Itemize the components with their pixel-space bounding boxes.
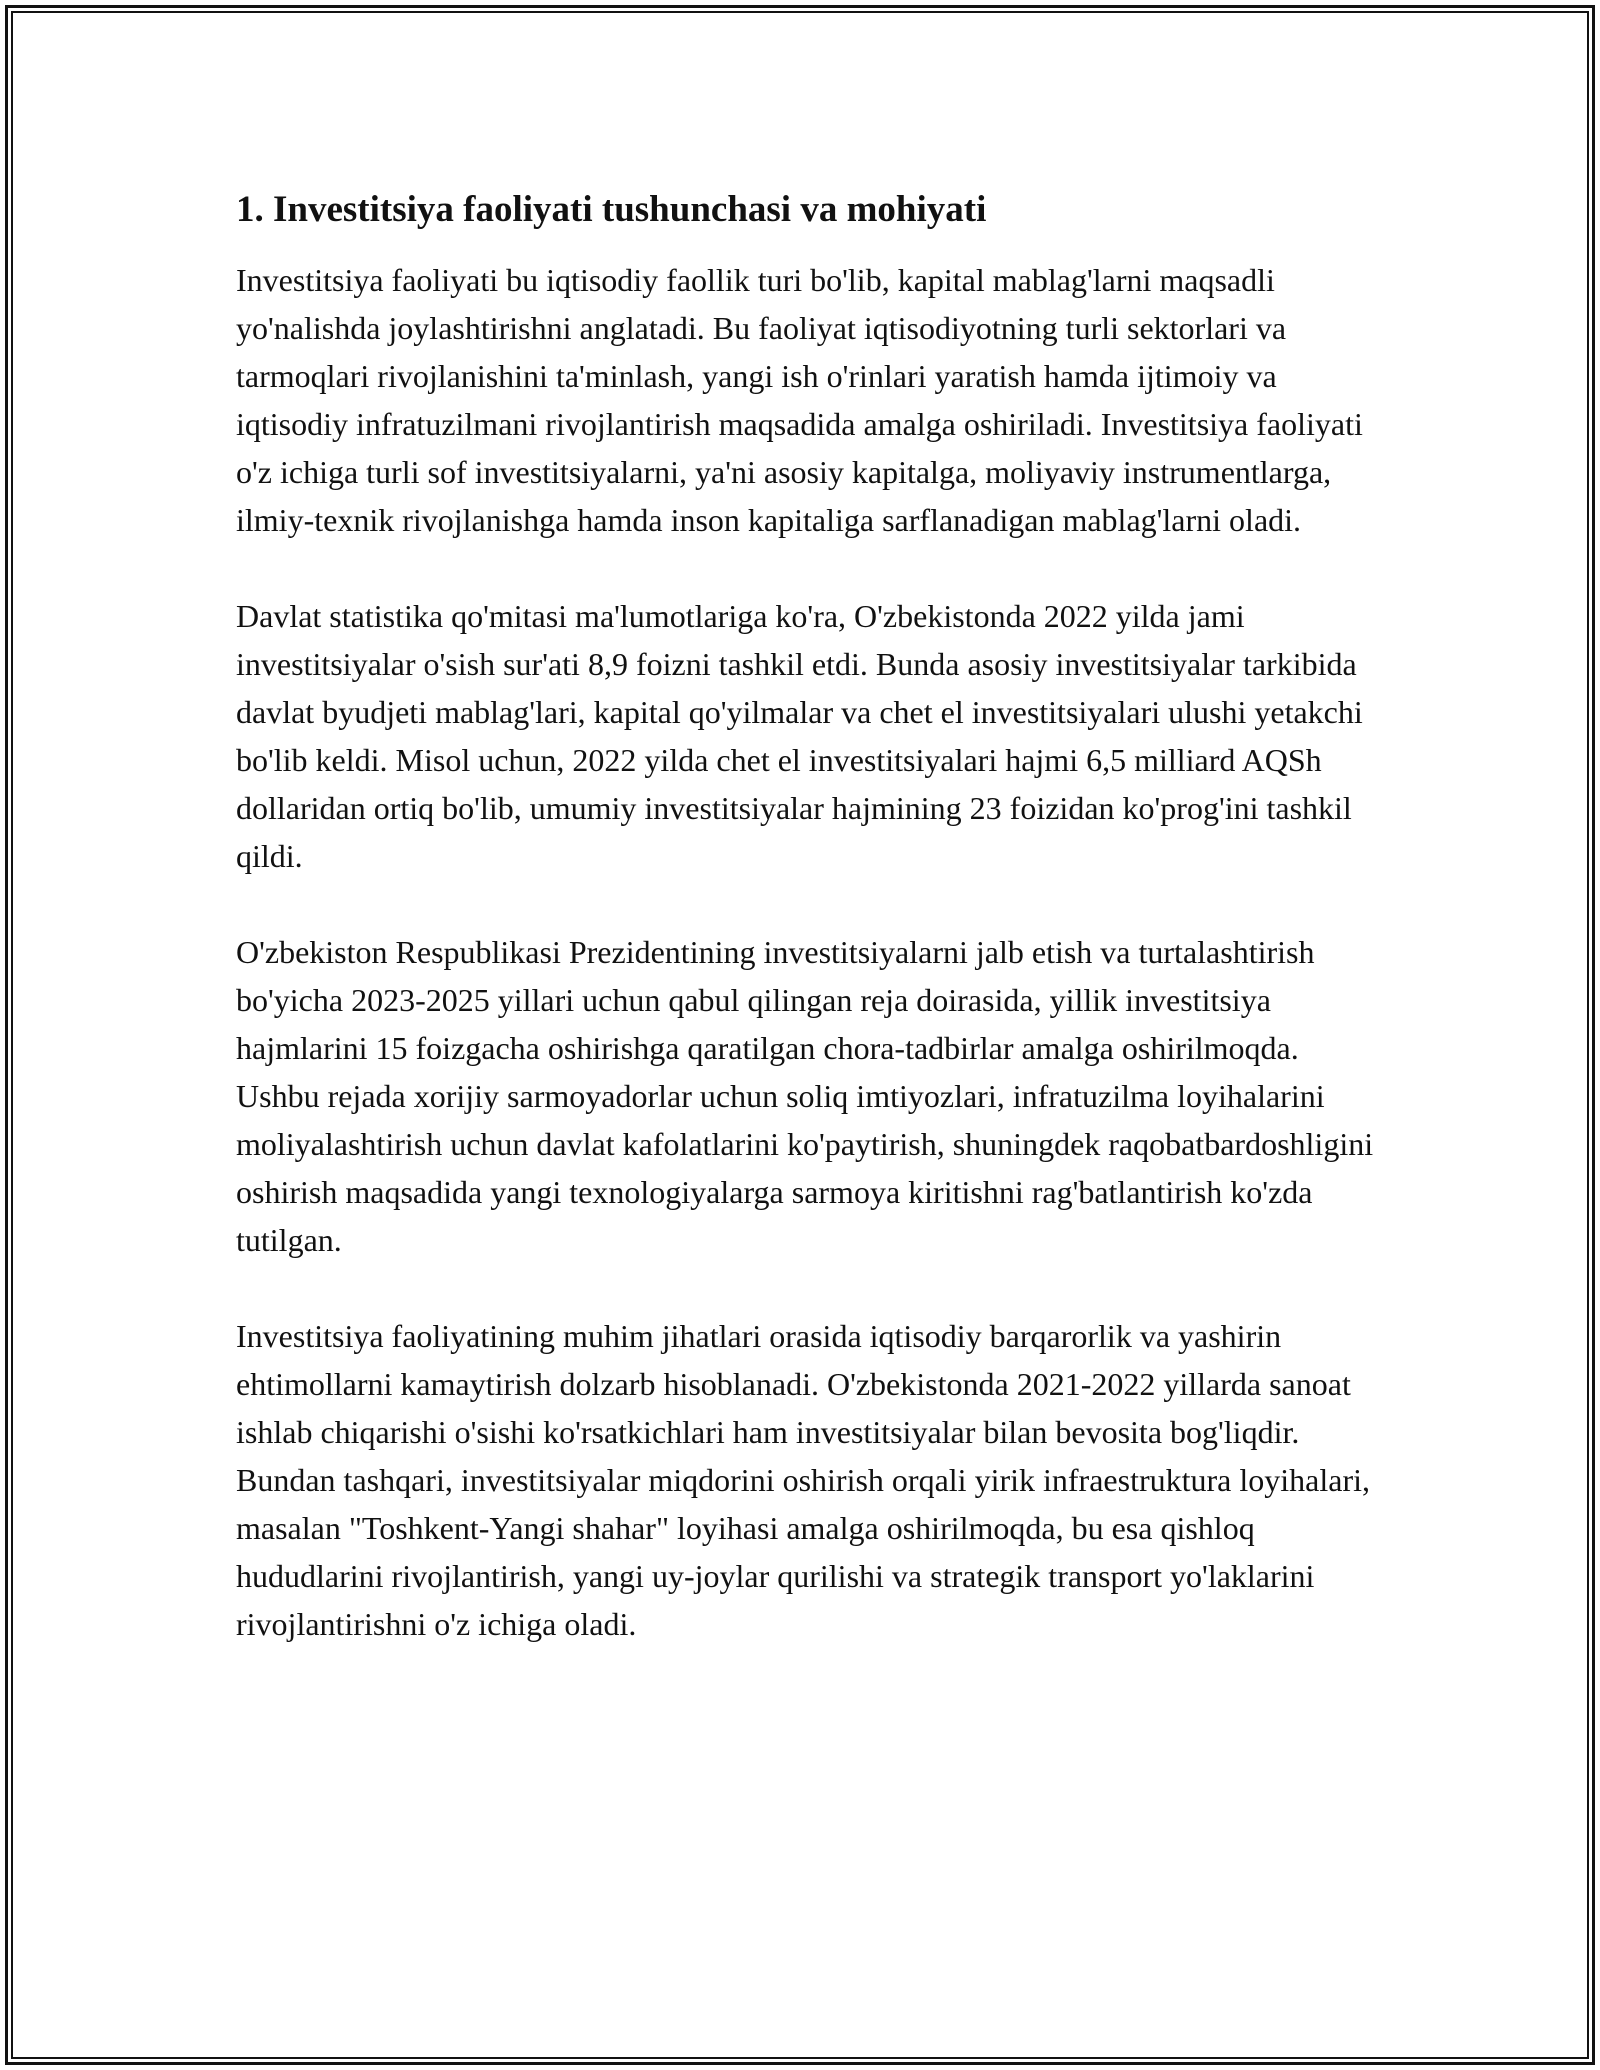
document-body: [236, 186, 1386, 1696]
paragraph-4: Investitsiya faoliyatining muhim jihatlari orasida iqtisodiy barqarorlik va yashirin ehtimollarni kamaytirish dolzarb hisoblanadi. O'zbekistonda 2021-2022 yillarda sanoat ishlab chiqarishi o'sishi ko'rsatkichlari ham investitsiyalar bilan bevosita bog'liqdir. Bundan tashqari, investitsiyalar miqdorini oshirish orqali yirik infraestruktura loyihalari, masalan "Toshkent-Yangi shahar" loyihasi amalga oshirilmoqda, bu esa qishloq hududlarini rivojlantirish, yangi uy-joylar qurilishi va strategik transport yo'laklarini rivojlantirishni o'z ichiga oladi.: [236, 1318, 1370, 1642]
paragraph-3: O'zbekiston Respublikasi Prezidentining investitsiyalarni jalb etish va turtalashtirish bo'yicha 2023-2025 yillari uchun qabul qilingan reja doirasida, yillik investitsiya hajmlarini 15 foizgacha oshirishga qaratilgan chora-tadbirlar amalga oshirilmoqda. Ushbu rejada xorijiy sarmoyadorlar uchun soliq imtiyozlari, infratuzilma loyihalarini moliyalashtirish uchun davlat kafolatlarini ko'paytirish, shuningdek raqobatbardoshligini oshirish maqsadida yangi texnologiyalarga sarmoya kiritishni rag'batlantirish ko'zda tutilgan.: [236, 934, 1374, 1258]
paragraph-2: Davlat statistika qo'mitasi ma'lumotlariga ko'ra, O'zbekistonda 2022 yilda jami investitsiyalar o'sish sur'ati 8,9 foizni tashkil etdi. Bunda asosiy investitsiyalar tarkibida davlat byudjeti mablag'lari, kapital qo'yilmalar va chet el investitsiyalari ulushi yetakchi bo'lib keldi. Misol uchun, 2022 yilda chet el investitsiyalari hajmi 6,5 milliard AQSh dollaridan ortiq bo'lib, umumiy investitsiyalar hajmining 23 foizidan ko'prog'ini tashkil qildi.: [236, 598, 1363, 874]
paragraph-1: Investitsiya faoliyati bu iqtisodiy faollik turi bo'lib, kapital mablag'larni maqsadli yo'nalishda joylashtirishni anglatadi. Bu faoliyat iqtisodiyotning turli sektorlari va tarmoqlari rivojlanishini ta'minlash, yangi ish o'rinlari yaratish hamda ijtimoiy va iqtisodiy infratuzilmani rivojlantirish maqsadida amalga oshiriladi. Investitsiya faoliyati o'z ichiga turli sof investitsiyalarni, ya'ni asosiy kapitalga, moliyaviy instrumentlarga, ilmiy-texnik rivojlanishga hamda inson kapitaliga sarflanadigan mablag'larni oladi.: [236, 262, 1363, 538]
section-heading: 1. Investitsiya faoliyati tushunchasi va mohiyati: [236, 189, 987, 230]
